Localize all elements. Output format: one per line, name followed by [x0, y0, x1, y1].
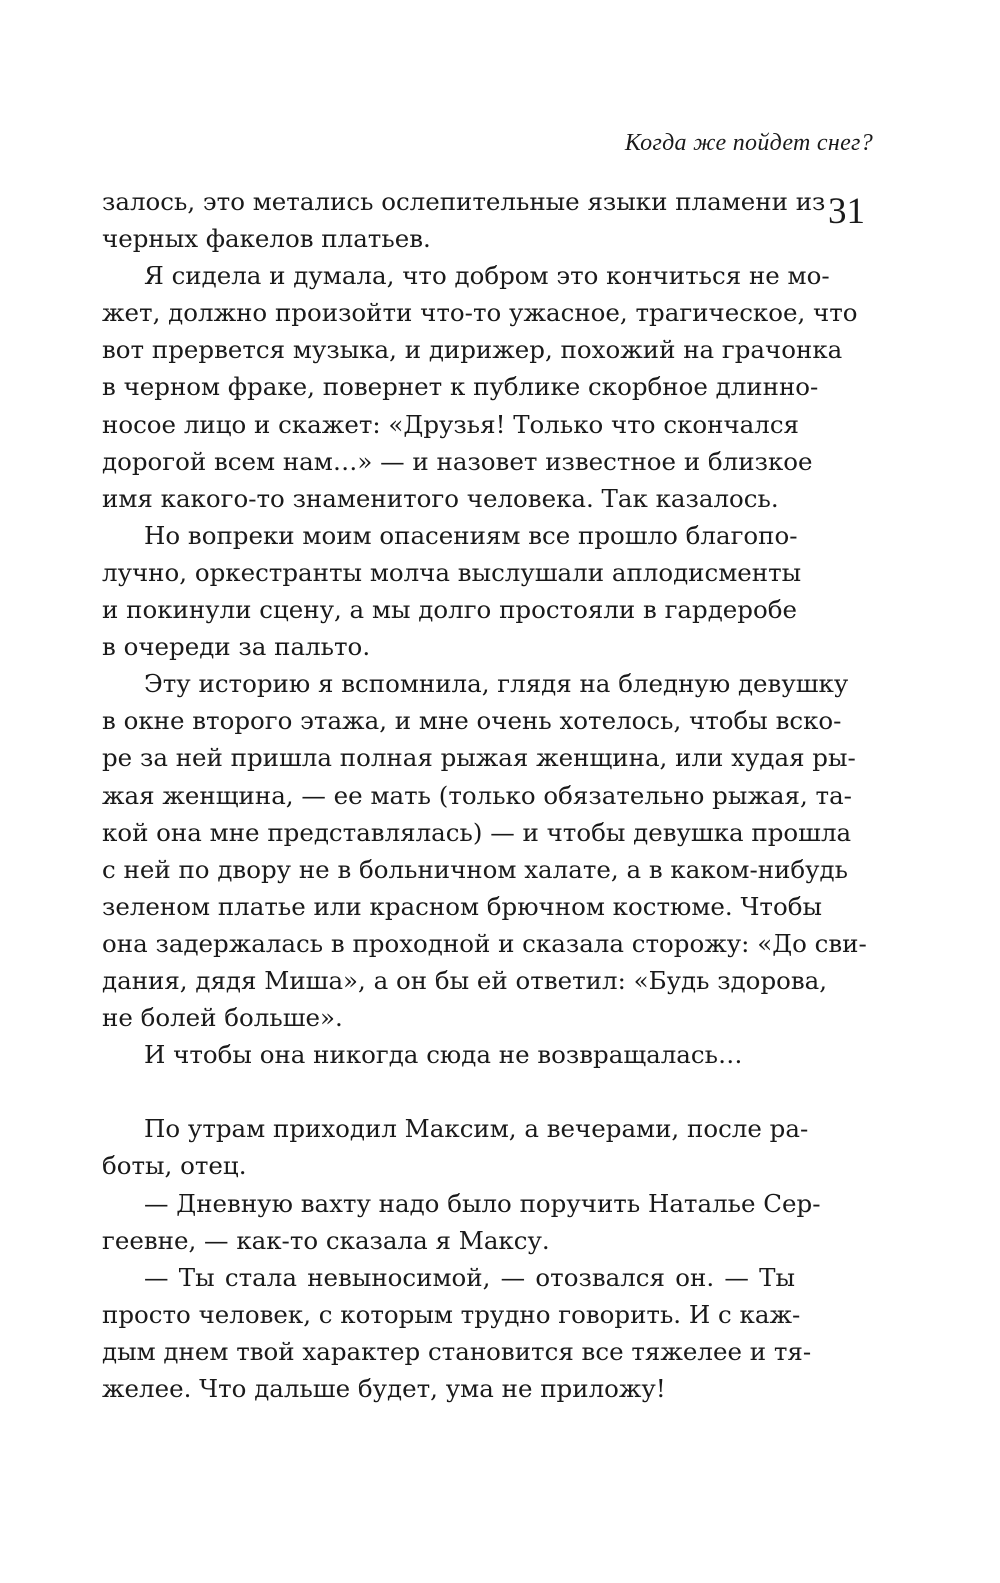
text-line: лучно, оркестранты молча выслушали аплодисменты — [102, 557, 802, 587]
text-line: просто человек, с которым трудно говорить. И с каж- — [102, 1299, 801, 1329]
text-line: Эту историю я вспомнила, глядя на бледную девушку — [144, 669, 849, 699]
text-line: жет, должно произойти что-то ужасное, трагическое, что — [102, 298, 858, 328]
text-line: залось, это метались ослепительные языки пламени из — [102, 187, 826, 216]
text-line: кой она мне представлялась) — и чтобы девушка прошла — [102, 817, 852, 847]
section-break — [102, 1073, 795, 1110]
text-line: имя какого-то знаменитого человека. Так казалось. — [102, 483, 779, 513]
running-title: Когда же пойдет снег? — [624, 130, 873, 156]
text-line: дым днем твой характер становится все тяжелее и тя- — [102, 1336, 812, 1366]
text-line: вот прервется музыка, и дирижер, похожий на грачонка — [102, 335, 843, 365]
text-line: Но вопреки моим опасениям все прошло благопо- — [144, 520, 798, 550]
page-number: 31 — [828, 191, 865, 232]
text-line: с ней по двору не в больничном халате, а в каком-нибудь — [102, 854, 848, 884]
text-line: По утрам приходил Максим, а вечерами, после ра- — [144, 1114, 809, 1144]
text-line: — Дневную вахту надо было поручить Наталье Сер- — [144, 1188, 821, 1218]
text-line: в черном фраке, повернет к публике скорбное длинно- — [102, 372, 819, 402]
text-line: в очереди за пальто. — [102, 632, 371, 662]
text-line: геевне, — как-то сказала я Максу. — [102, 1225, 550, 1255]
text-line: носое лицо и скажет: «Друзья! Только что скончался — [102, 409, 800, 439]
text-line: зеленом платье или красном брючном костюме. Чтобы — [102, 891, 822, 921]
text-line: не болей больше». — [102, 1003, 343, 1033]
text-line: жая женщина, — ее мать (только обязательно рыжая, та- — [102, 780, 852, 810]
text-line: — Ты стала невыносимой, — отозвался он. — Ты — [144, 1262, 795, 1292]
text-line: желее. Что дальше будет, ума не приложу! — [102, 1374, 666, 1403]
text-line: И чтобы она никогда сюда не возвращалась… — [144, 1040, 743, 1070]
text-line: дания, дядя Миша», а он бы ей ответил: «Будь здорова, — [102, 965, 828, 995]
text-line: черных факелов платьев. — [102, 224, 431, 254]
text-line: боты, отец. — [102, 1151, 247, 1181]
text-line: и покинули сцену, а мы долго простояли в гардеробе — [102, 595, 797, 625]
text-line: в окне второго этажа, и мне очень хотелось, чтобы вско- — [102, 706, 842, 736]
text-line: ре за ней пришла полная рыжая женщина, или худая ры- — [102, 743, 856, 773]
text-line: она задержалась в проходной и сказала сторожу: «До сви- — [102, 928, 867, 958]
text-line: дорогой всем нам…» — и назовет известное и близкое — [102, 446, 813, 476]
text-line: Я сидела и думала, что добром это кончиться не мо- — [144, 261, 830, 291]
